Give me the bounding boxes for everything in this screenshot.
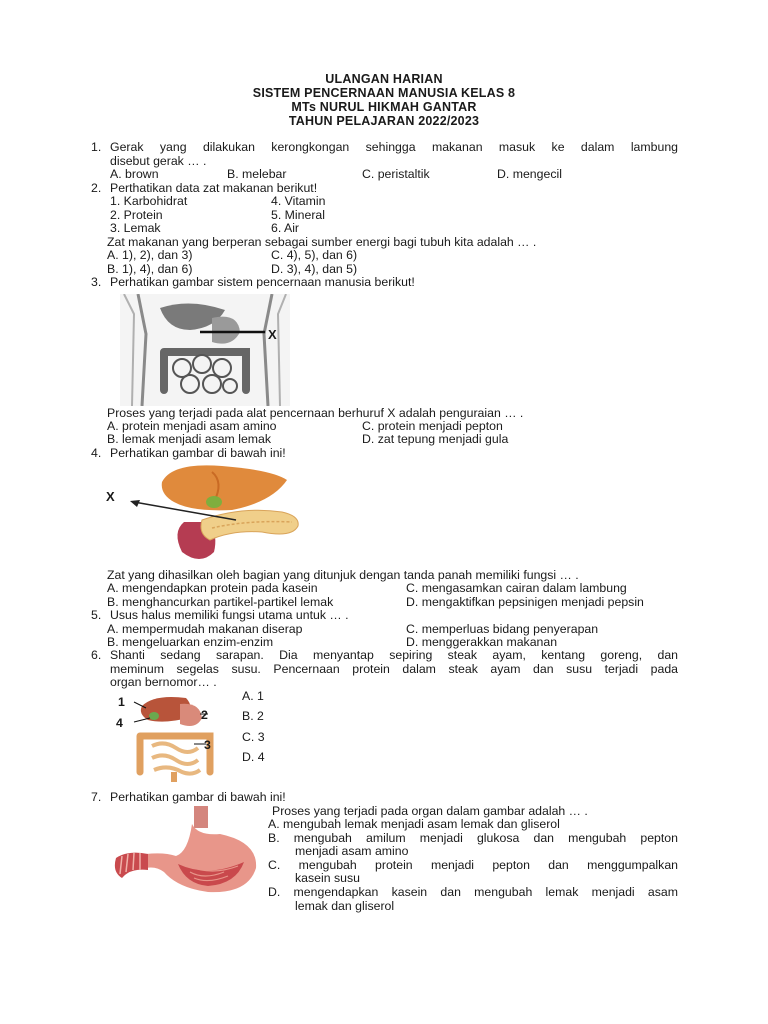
q3-option-c: C. protein menjadi pepton (362, 419, 503, 433)
q5-option-d: D. menggerakkan makanan (406, 635, 558, 649)
q7-number: 7. (91, 790, 102, 804)
q2-number: 2. (91, 181, 102, 195)
exam-subject: SISTEM PENCERNAAN MANUSIA KELAS 8 (252, 86, 516, 100)
q2-item: 4. Vitamin (271, 194, 326, 208)
q1-option-a: A. brown (110, 167, 159, 181)
q7-text: Perhatikan gambar di bawah ini! (110, 790, 286, 804)
q1-option-b: B. melebar (227, 167, 287, 181)
figure-label-2: 2 (201, 708, 208, 722)
q6-text-cont: meminum segelas susu. Pencernaan protein dalam steak ayam dan susu terjadi pada (110, 662, 678, 676)
exam-title: ULANGAN HARIAN (325, 72, 443, 86)
q4-option-d: D. mengaktifkan pepsinigen menjadi pepsin (406, 595, 644, 609)
q7-option-c: C. mengubah protein menjadi pepton dan menggumpalkan (268, 858, 678, 872)
q3-text: Perhatikan gambar sistem pencernaan manusia berikut! (110, 275, 415, 289)
q7-option-b-cont: menjadi asam amino (295, 844, 409, 858)
q5-number: 5. (91, 608, 102, 622)
q1-option-d: D. mengecil (497, 167, 562, 181)
q2-text: Perthatikan data zat makanan berikut! (110, 181, 318, 195)
q3-option-a: A. protein menjadi asam amino (107, 419, 277, 433)
figure-label-x: X (106, 489, 115, 504)
q4-option-a: A. mengendapkan protein pada kasein (107, 581, 318, 595)
q2-item: 1. Karbohidrat (110, 194, 188, 208)
q1-text-cont: disebut gerak … . (110, 154, 207, 168)
q2-item: 6. Air (271, 221, 300, 235)
q1-number: 1. (91, 140, 102, 154)
q6-option-b: B. 2 (242, 709, 264, 723)
pointer-line (200, 322, 270, 342)
q2-item: 2. Protein (110, 208, 163, 222)
figure-label-1: 1 (118, 695, 125, 709)
q7-option-b: B. mengubah amilum menjadi glukosa dan mengubah pepton (268, 831, 678, 845)
figure-label-3: 3 (204, 738, 211, 752)
q4-text: Perhatikan gambar di bawah ini! (110, 446, 286, 460)
q5-text: Usus halus memiliki fungsi utama untuk … . (110, 608, 349, 622)
q2-option-d: D. 3), 4), dan 5) (271, 262, 358, 276)
q1-text: Gerak yang dilakukan kerongkongan sehingga makanan masuk ke dalam lambung (110, 140, 678, 154)
q6-option-d: D. 4 (242, 750, 265, 764)
digestive-organs-figure (124, 692, 228, 784)
q2-option-c: C. 4), 5), dan 6) (271, 248, 358, 262)
q3-option-b: B. lemak menjadi asam lemak (107, 432, 272, 446)
q2-item: 5. Mineral (271, 208, 325, 222)
q6-number: 6. (91, 648, 102, 662)
q2-question: Zat makanan yang berperan sebagai sumber energi bagi tubuh kita adalah … . (107, 235, 537, 249)
q5-option-a: A. mempermudah makanan diserap (107, 622, 303, 636)
arrow-pointer (128, 496, 238, 522)
q4-question: Zat yang dihasilkan oleh bagian yang ditunjuk dengan tanda panah memiliki fungsi … . (107, 568, 579, 582)
q4-option-c: C. mengasamkan cairan dalam lambung (406, 581, 627, 595)
q1-option-c: C. peristaltik (362, 167, 430, 181)
q4-option-b: B. menghancurkan partikel-partikel lemak (107, 595, 334, 609)
digestive-system-figure (120, 294, 290, 406)
stomach-figure (108, 806, 264, 898)
q7-option-d: D. mengendapkan kasein dan mengubah lemak menjadi asam (268, 885, 678, 899)
q6-text-cont: organ bernomor… . (110, 675, 217, 689)
q6-option-c: C. 3 (242, 730, 265, 744)
q6-text: Shanti sedang sarapan. Dia menyantap sepiring steak ayam, kentang goreng, dan (110, 648, 678, 662)
academic-year: TAHUN PELAJARAN 2022/2023 (288, 114, 480, 128)
figure-label-4: 4 (116, 716, 123, 730)
q4-number: 4. (91, 446, 102, 460)
school-name: MTs NURUL HIKMAH GANTAR (291, 100, 477, 114)
q2-option-b: B. 1), 4), dan 6) (107, 262, 193, 276)
q7-question: Proses yang terjadi pada organ dalam gambar adalah … . (272, 804, 588, 818)
figure-label-x: X (268, 327, 277, 342)
q2-item: 3. Lemak (110, 221, 161, 235)
q2-option-a: A. 1), 2), dan 3) (107, 248, 193, 262)
q6-option-a: A. 1 (242, 689, 264, 703)
q3-question: Proses yang terjadi pada alat pencernaan berhuruf X adalah penguraian … . (107, 406, 524, 420)
q5-option-c: C. memperluas bidang penyerapan (406, 622, 599, 636)
q3-option-d: D. zat tepung menjadi gula (362, 432, 509, 446)
q7-option-a: A. mengubah lemak menjadi asam lemak dan gliserol (268, 817, 560, 831)
q7-option-d-cont: lemak dan gliserol (295, 899, 395, 913)
q3-number: 3. (91, 275, 102, 289)
q7-option-c-cont: kasein susu (295, 871, 360, 885)
q5-option-b: B. mengeluarkan enzim-enzim (107, 635, 274, 649)
